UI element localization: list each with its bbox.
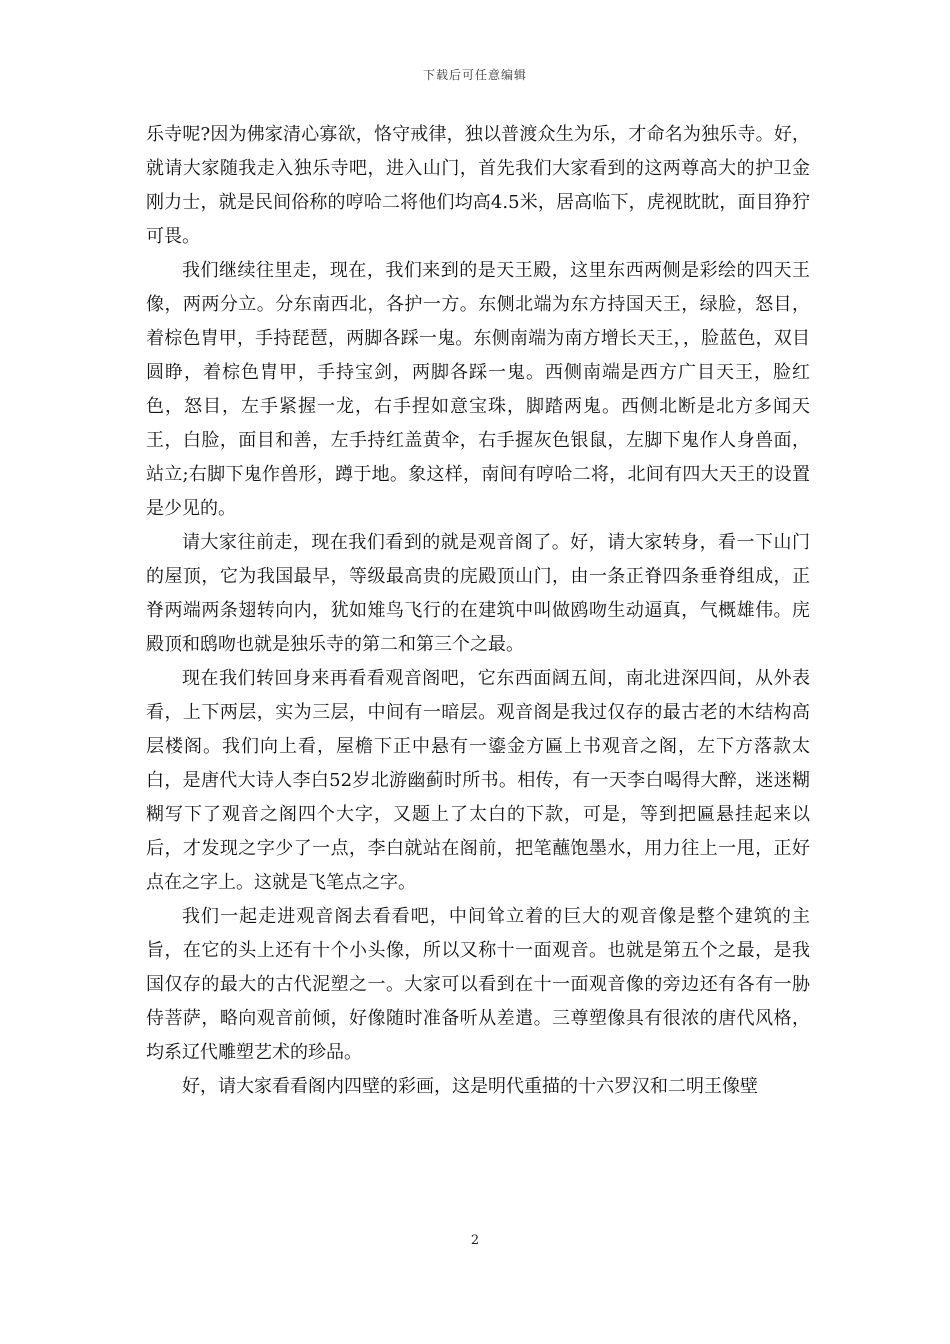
paragraph-6: 好，请大家看看阁内四壁的彩画，这是明代重描的十六罗汉和二明王像壁 xyxy=(182,1076,758,1097)
paragraph-3: 请大家往前走，现在我们看到的就是观音阁了。好，请大家转身，看一下山门的屋顶，它为我国最早，等级最高贵的庑殿顶山门，由一条正脊四条垂脊组成，正脊两端两条翅转向内，犹如雉鸟飞行的在建筑中叫做鸥吻生动逼真，气概雄伟。庑殿顶和鸱吻也就是独乐寺的第二和第三个之最。 xyxy=(146,532,810,655)
paragraph-2: 我们继续往里走，现在，我们来到的是天王殿，这里东西两侧是彩绘的四天王像，两两分立。分东南西北，各护一方。东侧北端为东方持国天王，绿脸，怒目，着棕色胄甲，手持琵琶，两脚各踩一鬼。东侧南端为南方增长天王，，脸蓝色，双目圆睁，着棕色胄甲，手持宝剑，两脚各踩一鬼。西侧南端是西方广目天王，脸红色，怒目，左手紧握一龙，右手捏如意宝珠，脚踏两鬼。西侧北断是北方多闻天王，白脸，面目和善，左手持红盖黄伞，右手握灰色银鼠，左脚下鬼作人身兽面，站立;右脚下鬼作兽形，蹲于地。象这样，南间有哼哈二将，北间有四大天王的设置是少见的。 xyxy=(146,260,810,519)
paragraph-5: 我们一起走进观音阁去看看吧，中间耸立着的巨大的观音像是整个建筑的主旨，在它的头上还有十个小头像，所以又称十一面观音。也就是第五个之最，是我国仅存的最大的古代泥塑之一。大家可以看到在十一面观音像的旁边还有各有一胁侍菩萨，略向观音前倾，好像随时准备听从差遣。三尊塑像具有很浓的唐代风格，均系辽代雕塑艺术的珍品。 xyxy=(146,906,810,1063)
paragraph-1: 乐寺呢?因为佛家清心寡欲，恪守戒律，独以普渡众生为乐，才命名为独乐寺。好，就请大家随我走入独乐寺吧，进入山门，首先我们大家看到的这两尊高大的护卫金刚力士，就是民间俗称的哼哈二将他们均高4.5米，居高临下，虎视眈眈，面目狰狞可畏。 xyxy=(146,124,810,247)
paragraph-4: 现在我们转回身来再看看观音阁吧，它东西面阔五间，南北进深四间，从外表看，上下两层，实为三层，中间有一暗层。观音阁是我过仅存的最古老的木结构高层楼阁。我们向上看，屋檐下正中悬有一鎏金方匾上书观音之阁，左下方落款太白，是唐代大诗人李白52岁北游幽蓟时所书。相传，有一天李白喝得大醉，迷迷糊糊写下了观音之阁四个大字，又题上了太白的下款，可是，等到把匾悬挂起来以后，才发现之字少了一点，李白就站在阁前，把笔蘸饱墨水，用力往上一甩，正好点在之字上。这就是飞笔点之字。 xyxy=(146,668,810,893)
page-number: 2 xyxy=(470,1233,480,1248)
page-header: 下载后可任意编辑 xyxy=(422,68,527,82)
document-body xyxy=(146,118,810,1104)
